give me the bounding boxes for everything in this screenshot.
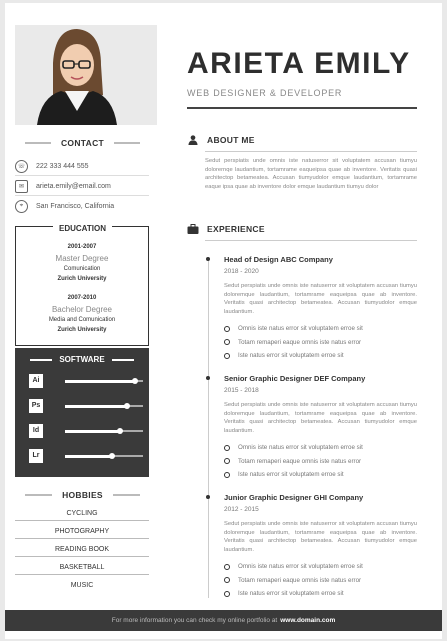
- bullet-circle-icon: [224, 353, 230, 359]
- about-divider: [205, 151, 417, 152]
- skill-fill: [65, 405, 127, 408]
- about-text: Sedut perspiatis unde omnis iste natuserror sit voluptatem accusan tiumyu dolorernqe laudantium, tortamrame eaqueipsa quae ab inventore. Veritatis quasi architectop betameatea. Accusan tiumyudolor emque laudantium, tortamrame eaque ipsa quae ab inventore dolor emque laudantium tiumyu dolor: [205, 158, 417, 191]
- job-bullet: [224, 471, 344, 478]
- edu-degree: Master Degree: [55, 254, 109, 263]
- contact-location-row: [15, 197, 149, 215]
- edu-years: 2007-2010: [67, 295, 97, 301]
- job-bullet: [224, 458, 361, 465]
- job-dates: 2018 - 2020: [224, 268, 259, 275]
- skill-row: [23, 399, 147, 413]
- bullet-text: Totam remaperi eaque omnis iste natus error: [238, 338, 362, 346]
- skill-row: [23, 424, 147, 438]
- contact-heading: CONTACT: [15, 138, 150, 148]
- timeline-dot: [206, 495, 210, 499]
- bullet-circle-icon: [224, 445, 230, 451]
- bullet-text: Iste natus error sit voluptatem errое sit: [238, 590, 344, 597]
- experience-divider: [205, 240, 417, 241]
- edu-school: Zurich University: [57, 327, 107, 333]
- email-icon: ✉: [15, 180, 28, 193]
- bullet-text: Totam remaperi eaque omnis iste natus error: [238, 576, 362, 584]
- skill-fill: [65, 380, 135, 383]
- job-title: Head of Design ABC Company: [224, 255, 333, 264]
- skill-badge: Ps: [29, 399, 43, 413]
- candidate-name: ARIETA EMILY: [187, 47, 411, 80]
- edu-school: Zurich University: [57, 276, 107, 282]
- education-box: [15, 226, 149, 346]
- job-bullet: [224, 590, 344, 597]
- skill-row: [23, 374, 147, 388]
- skill-knob: [132, 378, 138, 384]
- bullet-circle-icon: [224, 458, 230, 464]
- skill-knob: [109, 453, 115, 459]
- edu-years: 2001-2007: [67, 244, 97, 250]
- edu-field: Comunication: [63, 266, 101, 272]
- skill-fill: [65, 430, 120, 433]
- skill-fill: [65, 455, 112, 458]
- job-description: Sedut perspiatis unde omnis iste natuserror sit voluptatem accusan tiumyu doloremque laudantium, tortamrame eaqueipsa quae ab inventore. Veritatis quasi architectop betameatea. Accusan tiumyudolor emque laudantium.: [224, 402, 417, 435]
- bullet-circle-icon: [224, 577, 230, 583]
- job-title: Senior Graphic Designer DEF Company: [224, 374, 366, 383]
- candidate-title: WEB DESIGNER & DEVELOPER: [187, 88, 343, 98]
- hobby-item: MUSIC: [70, 582, 94, 589]
- contact-email[interactable]: arieta.emily@email.com: [36, 182, 111, 190]
- job-bullet: [224, 352, 344, 359]
- skill-knob: [124, 403, 130, 409]
- job-bullet: [224, 444, 363, 451]
- timeline-dot: [206, 376, 210, 380]
- person-icon: [187, 135, 199, 145]
- job-bullet: [224, 563, 363, 570]
- skill-badge: Id: [29, 424, 43, 438]
- bullet-circle-icon: [224, 564, 230, 570]
- footer-bar: [5, 610, 442, 631]
- briefcase-icon: [187, 224, 199, 234]
- bullet-text: Iste natus error sit voluptatem errое sit: [238, 471, 344, 478]
- hobby-item: PHOTOGRAPHY: [15, 528, 149, 539]
- header-divider: [187, 107, 417, 109]
- resume-page: [5, 3, 442, 639]
- software-heading: SOFTWARE: [15, 355, 149, 364]
- skill-slider: [65, 455, 143, 457]
- bullet-circle-icon: [224, 339, 230, 345]
- bullet-text: Omnis iste natus error sit voluptatem errоe sit: [238, 325, 363, 332]
- job-bullet: [224, 339, 361, 346]
- experience-timeline: [208, 258, 209, 598]
- bullet-circle-icon: [224, 472, 230, 478]
- skill-slider: [65, 405, 143, 407]
- job-bullet: [224, 577, 361, 584]
- edu-degree: Bachelor Degree: [51, 305, 113, 314]
- footer-text: For more information you can check my online portfolio at: [111, 617, 278, 624]
- contact-location: San Francisco, California: [36, 202, 115, 210]
- about-heading: ABOUT ME: [187, 135, 255, 145]
- contact-phone: 222 333 444 555: [36, 162, 89, 170]
- contact-phone-row: [15, 157, 149, 176]
- bullet-text: Omnis iste natus error sit voluptatem errоe sit: [238, 563, 363, 570]
- skill-slider: [65, 430, 143, 432]
- skill-knob: [117, 428, 123, 434]
- job-description: Sedut perspiatis unde omnis iste natuserror sit voluptatem accusan tiumyu doloremque laudantium, tortamrame eaqueipsa quae ab inventore. Veritatis quasi architectop betameatea. Accusan tiumyudolor emque laudantium.: [224, 521, 417, 554]
- job-dates: 2012 - 2015: [224, 506, 259, 513]
- skill-badge: Lr: [29, 449, 43, 463]
- job-title: Junior Graphic Designer GHI Company: [224, 493, 364, 502]
- skill-slider: [65, 380, 143, 382]
- portfolio-link[interactable]: www.domain.com: [280, 617, 336, 624]
- skill-badge: Ai: [29, 374, 43, 388]
- profile-photo: [15, 25, 157, 125]
- education-heading: EDUCATION: [15, 224, 150, 233]
- experience-heading: EXPERIENCE: [187, 224, 265, 234]
- bullet-text: Totam remaperi eaque omnis iste natus error: [238, 457, 362, 465]
- hobby-item: BASKETBALL: [15, 564, 149, 575]
- timeline-dot: [206, 257, 210, 261]
- skill-row: [23, 449, 147, 463]
- job-bullet: [224, 325, 363, 332]
- hobby-item: CYCLING: [15, 510, 149, 521]
- job-description: Sedut perspiatis unde omnis iste natuserror sit voluptatem accusan tiumyu doloremque laudantium, tortamrame eaqueipsa quae ab inventore. Veritatis quasi architectop betameatea. Accusan tiumyudolor emque laudantium.: [224, 283, 417, 316]
- bullet-text: Iste natus error sit voluptatem errое sit: [238, 352, 344, 359]
- edu-field: Media and Comunication: [48, 317, 116, 323]
- hobbies-heading: HOBBIES: [15, 490, 150, 500]
- bullet-circle-icon: [224, 326, 230, 332]
- phone-icon: ☏: [15, 160, 28, 173]
- bullet-circle-icon: [224, 591, 230, 597]
- bullet-text: Omnis iste natus error sit voluptatem errоe sit: [238, 444, 363, 451]
- location-pin-icon: ⌖: [15, 200, 28, 213]
- hobby-item: READING BOOK: [15, 546, 149, 557]
- job-dates: 2015 - 2018: [224, 387, 259, 394]
- contact-email-row: [15, 177, 149, 196]
- software-panel: [15, 348, 149, 477]
